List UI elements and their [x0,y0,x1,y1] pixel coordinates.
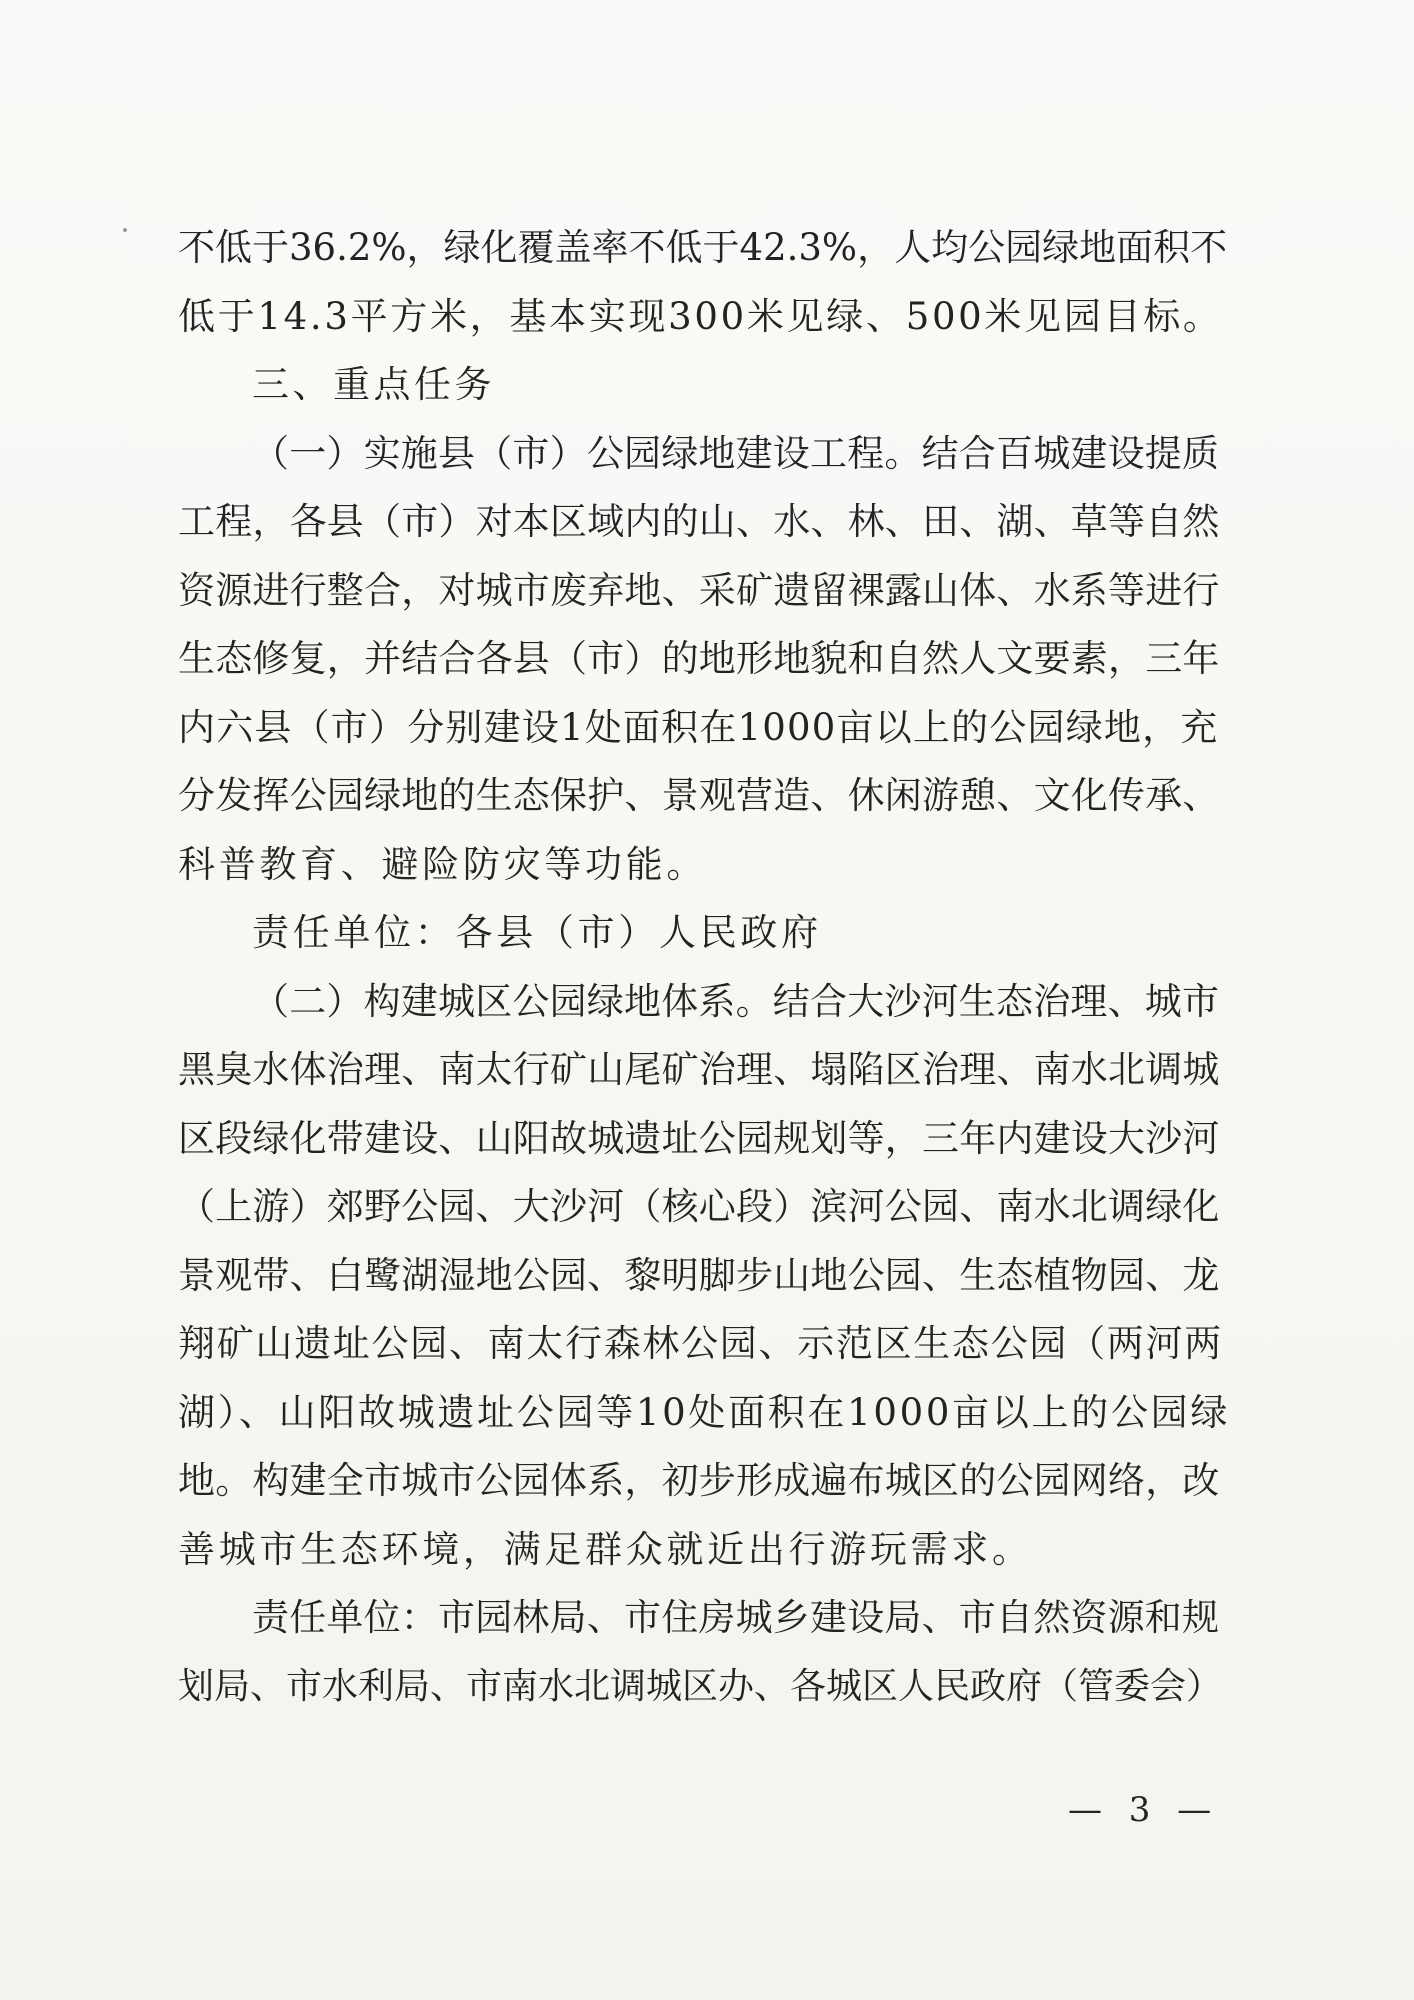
text-line: 不低于36.2%，绿化覆盖率不低于42.3%，人均公园绿地面积不 [178,226,1228,269]
text-line: 善城市生态环境，满足群众就近出行游玩需求。 [178,1527,1033,1571]
text-line: 黑臭水体治理、南太行矿山尾矿治理、塌陷区治理、南水北调城 [178,1048,1220,1091]
text-line: 景观带、白鹭湖湿地公园、黎明脚步山地公园、生态植物园、龙 [178,1253,1220,1297]
text-line: 工程，各县（市）对本区域内的山、水、林、田、湖、草等自然 [178,500,1220,543]
text-line: （上游）郊野公园、大沙河（核心段）滨河公园、南水北调绿化 [178,1185,1220,1228]
page-number: — 3 — [1068,1790,1220,1830]
section-heading: 三、重点任务 [252,363,495,406]
text-line: 分发挥公园绿地的生态保护、景观营造、休闲游憩、文化传承、 [178,774,1220,817]
text-line: （二）构建城区公园绿地体系。结合大沙河生态治理、城市 [252,979,1220,1023]
scan-speck [123,228,127,232]
text-line: 内六县（市）分别建设1处面积在1000亩以上的公园绿地，充 [178,705,1219,749]
text-line: 湖）、山阳故城遗址公园等10处面积在1000亩以上的公园绿 [178,1390,1230,1434]
document-body [178,214,1230,1721]
text-line: 科普教育、避险防灾等功能。 [178,842,708,886]
text-line: 生态修复，并结合各县（市）的地形地貌和自然人文要素，三年 [178,637,1220,680]
text-line: 翔矿山遗址公园、南太行森林公园、示范区生态公园（两河两 [178,1322,1223,1365]
text-line: 地。构建全市城市公园体系，初步形成遍布城区的公园网络，改 [178,1459,1220,1502]
text-line: 资源进行整合，对城市废弃地、采矿遗留裸露山体、水系等进行 [178,568,1220,612]
responsible-unit-line: 责任单位：各县（市）人民政府 [252,911,822,954]
text-line: 划局、市水利局、市南水北调城区办、各城区人民政府（管委会） [178,1665,1223,1707]
text-line: 低于14.3平方米，基本实现300米见绿、500米见园目标。 [178,294,1223,338]
responsible-unit-line: 责任单位：市园林局、市住房城乡建设局、市自然资源和规 [252,1596,1220,1639]
text-line: （一）实施县（市）公园绿地建设工程。结合百城建设提质 [252,431,1220,475]
text-line: 区段绿化带建设、山阳故城遗址公园规划等，三年内建设大沙河 [178,1116,1220,1160]
